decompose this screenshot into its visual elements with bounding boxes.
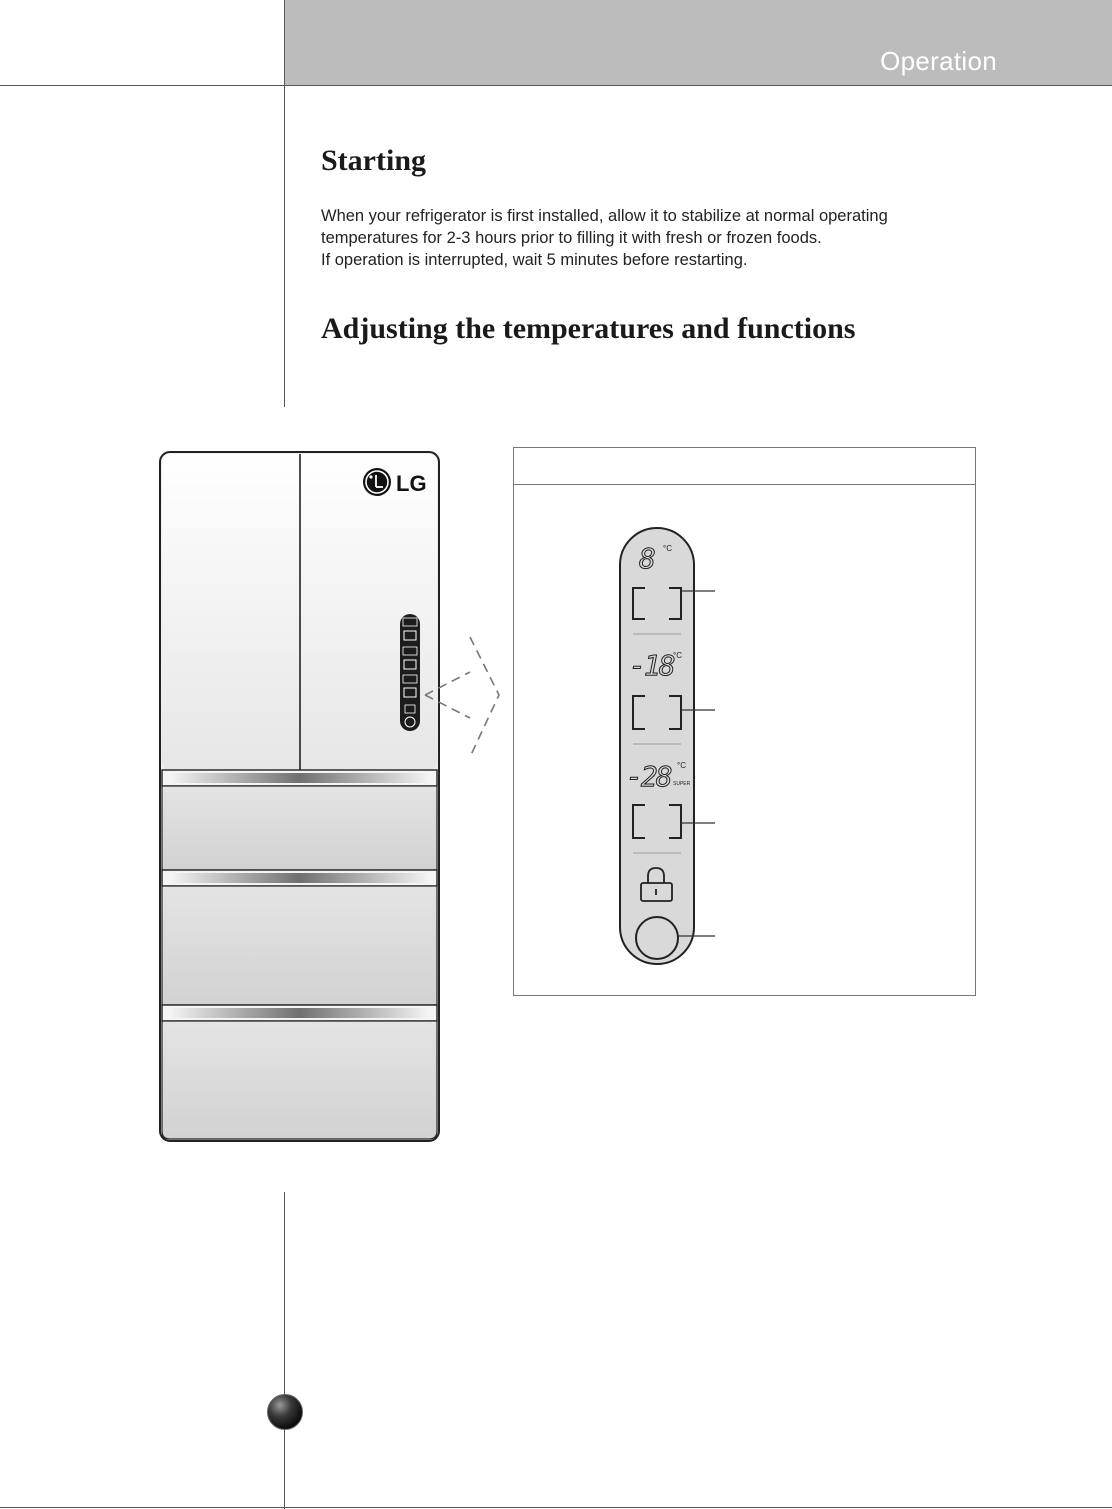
margin-rule-bottom — [284, 1192, 285, 1509]
drawer-temp-display: -28 — [626, 760, 671, 793]
celsius-unit: °C — [673, 651, 682, 660]
page-marker-icon — [267, 1394, 303, 1430]
margin-rule-top — [284, 0, 285, 407]
header-rule — [0, 85, 1112, 86]
paragraph-line: temperatures for 2-3 hours prior to filling it with fresh or frozen foods. — [321, 229, 822, 247]
section-title: Operation — [880, 46, 997, 76]
refrigerator-illustration — [150, 440, 510, 1155]
drawer-middle — [162, 886, 437, 1005]
fridge-temp-display: 8 — [639, 542, 656, 575]
drawer-lower — [162, 1021, 437, 1139]
paragraph-line: When your refrigerator is first installed, allow it to stabilize at normal operating — [321, 207, 888, 225]
zoom-arrow-icon — [470, 637, 499, 757]
paragraph-line: If operation is interrupted, wait 5 minutes before restarting. — [321, 251, 748, 269]
control-panel-face — [620, 528, 694, 964]
adjusting-heading: Adjusting the temperatures and functions — [321, 312, 856, 345]
header-band — [285, 0, 1112, 85]
footer-rule — [0, 1507, 1112, 1508]
celsius-unit: °C — [677, 761, 686, 770]
starting-heading: Starting — [321, 144, 426, 177]
control-panel-box-header — [514, 448, 975, 485]
control-panel-illustration — [513, 485, 976, 995]
svg-text:LG: LG — [396, 471, 427, 496]
celsius-unit: °C — [663, 544, 672, 553]
starting-paragraph — [321, 205, 1021, 271]
super-label: SUPER — [673, 781, 691, 787]
drawer-upper — [162, 786, 437, 870]
door-display-icon — [400, 614, 420, 731]
freezer-temp-display: -18 — [629, 649, 674, 682]
